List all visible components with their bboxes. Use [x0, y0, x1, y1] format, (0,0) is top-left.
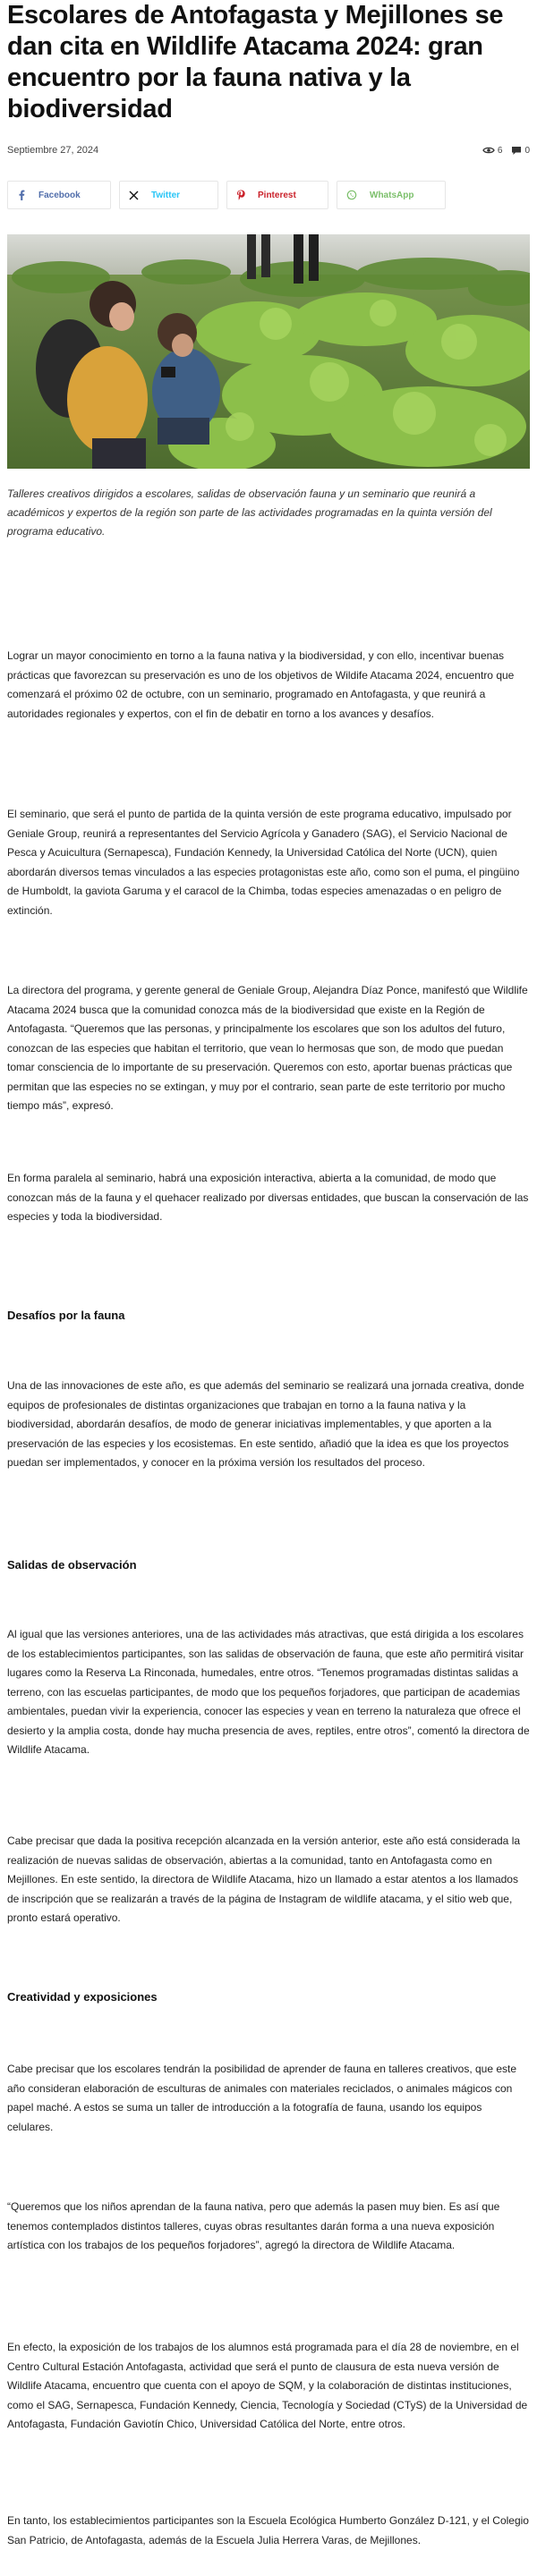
paragraph-8: Cabe precisar que los escolares tendrán la posibilidad de aprender de fauna en talleres creativos, que este año consideran elaboración de esculturas de animales con materiales reciclados, o animales mágicos con papel maché. A estos se suma un taller de introducción a la fotografía de fauna, usando los equipos celulares.	[7, 2063, 517, 2133]
whatsapp-icon	[346, 190, 357, 200]
article-stats	[482, 146, 530, 156]
paragraph-4: En forma paralela al seminario, habrá una exposición interactiva, abierta a la comunidad, de modo que conozcan más de la fauna y el quehacer realizado por diversas entidades, que buscan la conservación de las especies y toda la biodiversidad.	[7, 1172, 529, 1223]
share-whatsapp-button[interactable]	[337, 181, 446, 209]
pinterest-icon	[236, 190, 245, 200]
comments-count: 0	[524, 145, 530, 156]
paragraph-10: En efecto, la exposición de los trabajos de los alumnos está programada para el día 28 de noviembre, en el Centro Cultural Estación Antofagasta, actividad que será el punto de clausura de esta nueva versión de Wildlife Atacama, encuentro que cuenta con el apoyo de SQM, y la colaboración de distintas instituciones, como el SAG, Sernapesca, Fundación Kennedy, Ciencia, Tecnología y Sociedad (CTyS) de la Universidad de Antofagasta, Fundación Gaviotín Chico, Universidad Católica del Norte, entre otros.	[7, 2341, 528, 2430]
paragraph-11: En tanto, los establecimientos participantes son la Escuela Ecológica Humberto González D-121, y el Colegio San Patricio, de Antofagasta, además de la Escuela Julia Herrera Varas, de Mejillones.	[7, 2514, 529, 2546]
article-meta	[7, 140, 530, 161]
share-facebook-label: Facebook	[38, 190, 81, 200]
share-twitter-button[interactable]	[119, 181, 218, 209]
comment-icon	[511, 146, 522, 156]
facebook-icon	[17, 190, 26, 200]
hero-image	[7, 234, 530, 469]
publish-date: Septiembre 27, 2024	[7, 145, 99, 156]
share-pinterest-label: Pinterest	[258, 190, 296, 200]
section-heading-salidas: Salidas de observación	[7, 1558, 137, 1572]
views-count: 6	[497, 145, 503, 156]
views-counter	[482, 146, 503, 156]
eye-icon	[482, 146, 495, 155]
paragraph-7: Cabe precisar que dada la positiva recepción alcanzada en la versión anterior, este año está considerada la realización de nuevas salidas de observación, abiertas a la comunidad, tanto en Antofagasta como en Mejillones. En este sentido, la directora de Wildlife Atacama, hizo un llamado a estar atentos a los llamados de inscripción que se realizarán a través de la página de Instagram de wildlife atacama, y el sitio web que, pronto estará operativo.	[7, 1835, 521, 1924]
share-twitter-label: Twitter	[151, 190, 181, 200]
share-facebook-button[interactable]	[7, 181, 111, 209]
paragraph-6: Al igual que las versiones anteriores, una de las actividades más atractivas, que está dirigida a los escolares de los establecimientos participantes, son las salidas de observación de fauna, que este año permitirá visitar lugares como la Reserva La Rinconada, humedales, entre otros. “Tenemos programadas distintas salidas a terreno, con las escuelas participantes, de modo que los pequeños forjadores, que participan de academias ambientales, puedan vivir la experiencia, conocer las especies y vean en terreno la naturaleza que ofrece el desierto y la amplia costa, donde hay mucha presencia de aves, reptiles, entre otros”, comentó la directora de Wildlife Atacama.	[7, 1628, 530, 1756]
paragraph-5: Una de las innovaciones de este año, es que además del seminario se realizará una jornada creativa, donde equipos de profesionales de distintas organizaciones que trabajan en torno a la fauna nativa y la biodiversidad, abordarán desafíos, de modo de generar iniciativas implementables, y que aporten a la preservación de las especies y los ecosistemas. En este sentido, añadió que la idea es que los proyectos puedan ser implementados, y conocer en la próxima versión los resultados del proceso.	[7, 1379, 524, 1469]
paragraph-3: La directora del programa, y gerente general de Geniale Group, Alejandra Díaz Ponce, manifestó que Wildlife Atacama 2024 busca que la comunidad conozca más de la biodiversidad que existe en la Región de Antofagasta. “Queremos que las personas, y principalmente los escolares que son los adultos del futuro, conozcan de las especies que habitan el territorio, que vean lo hermosas que son, de modo que puedan tomar consciencia de lo importante de su preservación. Queremos con esto, aportar buenas prácticas que permitan que las especies no se extingan, y muy por el contrario, sean parte de este territorio por mucho tiempo más”, expresó.	[7, 984, 528, 1112]
paragraph-1: Lograr un mayor conocimiento en torno a la fauna nativa y la biodiversidad, y con ello, incentivar buenas prácticas que favorezcan su preservación es uno de los objetivos de Wildife Atacama 2024, encuentro que comenzará el próximo 02 de octubre, con un seminario, programado en Antofagasta, y que reunirá a autoridades regionales y expertos, con el fin de debatir en torno a los avances y desafíos.	[7, 649, 515, 720]
photo-students-field-icon	[7, 234, 530, 469]
share-buttons	[7, 181, 446, 209]
comments-counter[interactable]	[511, 146, 530, 156]
section-heading-creatividad: Creatividad y exposiciones	[7, 1990, 158, 2004]
x-twitter-icon	[129, 191, 139, 200]
share-pinterest-button[interactable]	[226, 181, 328, 209]
paragraph-2: El seminario, que será el punto de partida de la quinta versión de este programa educativo, impulsado por Geniale Group, reunirá a representantes del Servicio Agrícola y Ganadero (SAG), el Servicio Nacional de Pesca y Acuicultura (Sernapesca), Fundación Kennedy, la Universidad Católica del Norte (UCN), quien abordarán diversos temas vinculados a las especies protagonistas este año, como son el puma, el pingüino de Humboldt, la gaviota Garuma y el caracol de la Chimba, todas especies amenazadas o en peligro de extinción.	[7, 808, 520, 917]
share-whatsapp-label: WhatsApp	[370, 190, 414, 200]
section-heading-desafios: Desafíos por la fauna	[7, 1309, 125, 1322]
article-lead: Talleres creativos dirigidos a escolares, salidas de observación fauna y un seminario que reunirá a académicos y expertos de la región son parte de las actividades programadas en la quinta versión del programa educativo.	[7, 487, 492, 538]
paragraph-9: “Queremos que los niños aprendan de la fauna nativa, pero que además la pasen muy bien. Es así que tenemos contemplados distintos talleres, cuyas obras resultantes darán forma a una nueva exposición artística con los trabajos de los pequeños forjadores”, agregó la directora de Wildlife Atacama.	[7, 2200, 500, 2251]
article-title: Escolares de Antofagasta y Mejillones se dan cita en Wildlife Atacama 2024: gran encuentro por la fauna nativa y la biodiversidad	[7, 1, 504, 123]
